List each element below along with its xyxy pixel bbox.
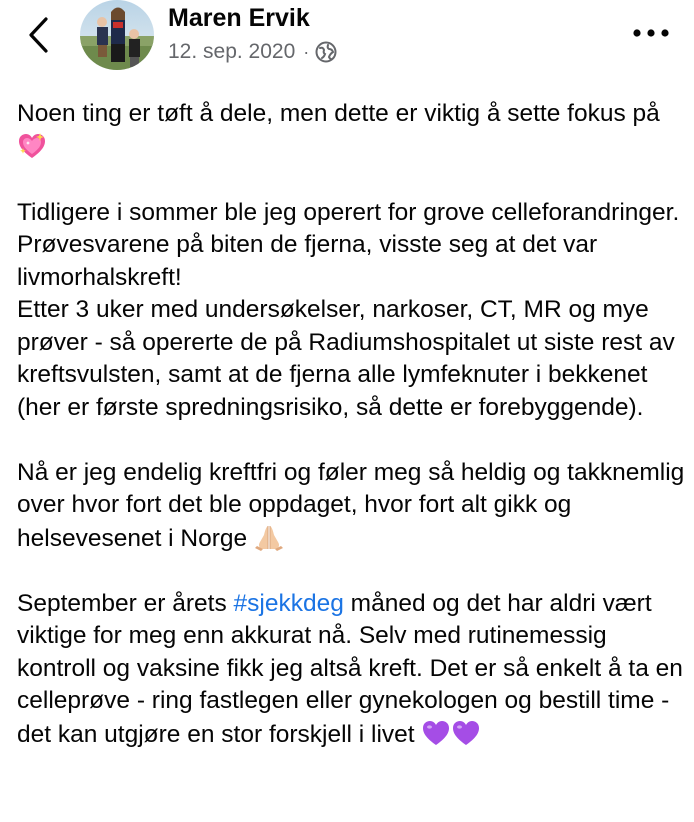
more-horizontal-icon — [633, 29, 669, 37]
sparkling-heart-icon — [17, 131, 47, 161]
purple-heart-icon — [421, 718, 451, 748]
chevron-left-icon — [27, 16, 49, 54]
more-options-button[interactable] — [628, 18, 674, 48]
post-paragraph-3: Nå er jeg endelig kreftfri og føler meg så heldig og takknemlig over hvor fort det ble oppdaget, hvor fort alt gikk og helsevesenet i Norge — [17, 458, 685, 552]
purple-heart-icon — [451, 718, 481, 748]
post-paragraph-1: Noen ting er tøft å dele, men dette er viktig å sette fokus på — [17, 98, 687, 164]
hashtag-link[interactable]: #sjekkdeg — [233, 589, 344, 617]
globe-icon — [315, 41, 337, 63]
post-date[interactable]: 12. sep. 2020 — [168, 40, 296, 63]
folded-hands-icon — [254, 522, 284, 552]
post-paragraph-4: September er årets #sjekkdeg måned og det har aldri vært viktige for meg enn akkurat nå. Selv med rutinemessig kontroll og vaksine fikk jeg altså kreft. Det er så enkelt å ta en celleprøve - ring fastlegen eller gynekologen og bestill time - det kan utgjøre en stor forskjell i livet — [17, 589, 683, 748]
post-paragraph-2: Tidligere i sommer ble jeg operert for grove celleforandringer. Prøvesvarene på biten de fjerna, visste seg at det var livmorhalskreft! Etter 3 uker med undersøkelser, narkoser, CT, MR og mye prøver - så opererte de på Radiumshospitalet ut siste rest av kreftsvulsten, samt at de fjerna alle lymfeknuter i bekkenet (her er første spredningsrisiko, så dette er forebyggende). — [17, 198, 680, 421]
meta-separator: · — [303, 41, 310, 62]
back-button[interactable] — [18, 12, 58, 58]
post-header — [0, 0, 694, 80]
post-meta — [168, 39, 337, 65]
author-name[interactable]: Maren Ervik — [168, 4, 310, 32]
post-text — [17, 98, 687, 751]
avatar[interactable] — [80, 0, 154, 70]
